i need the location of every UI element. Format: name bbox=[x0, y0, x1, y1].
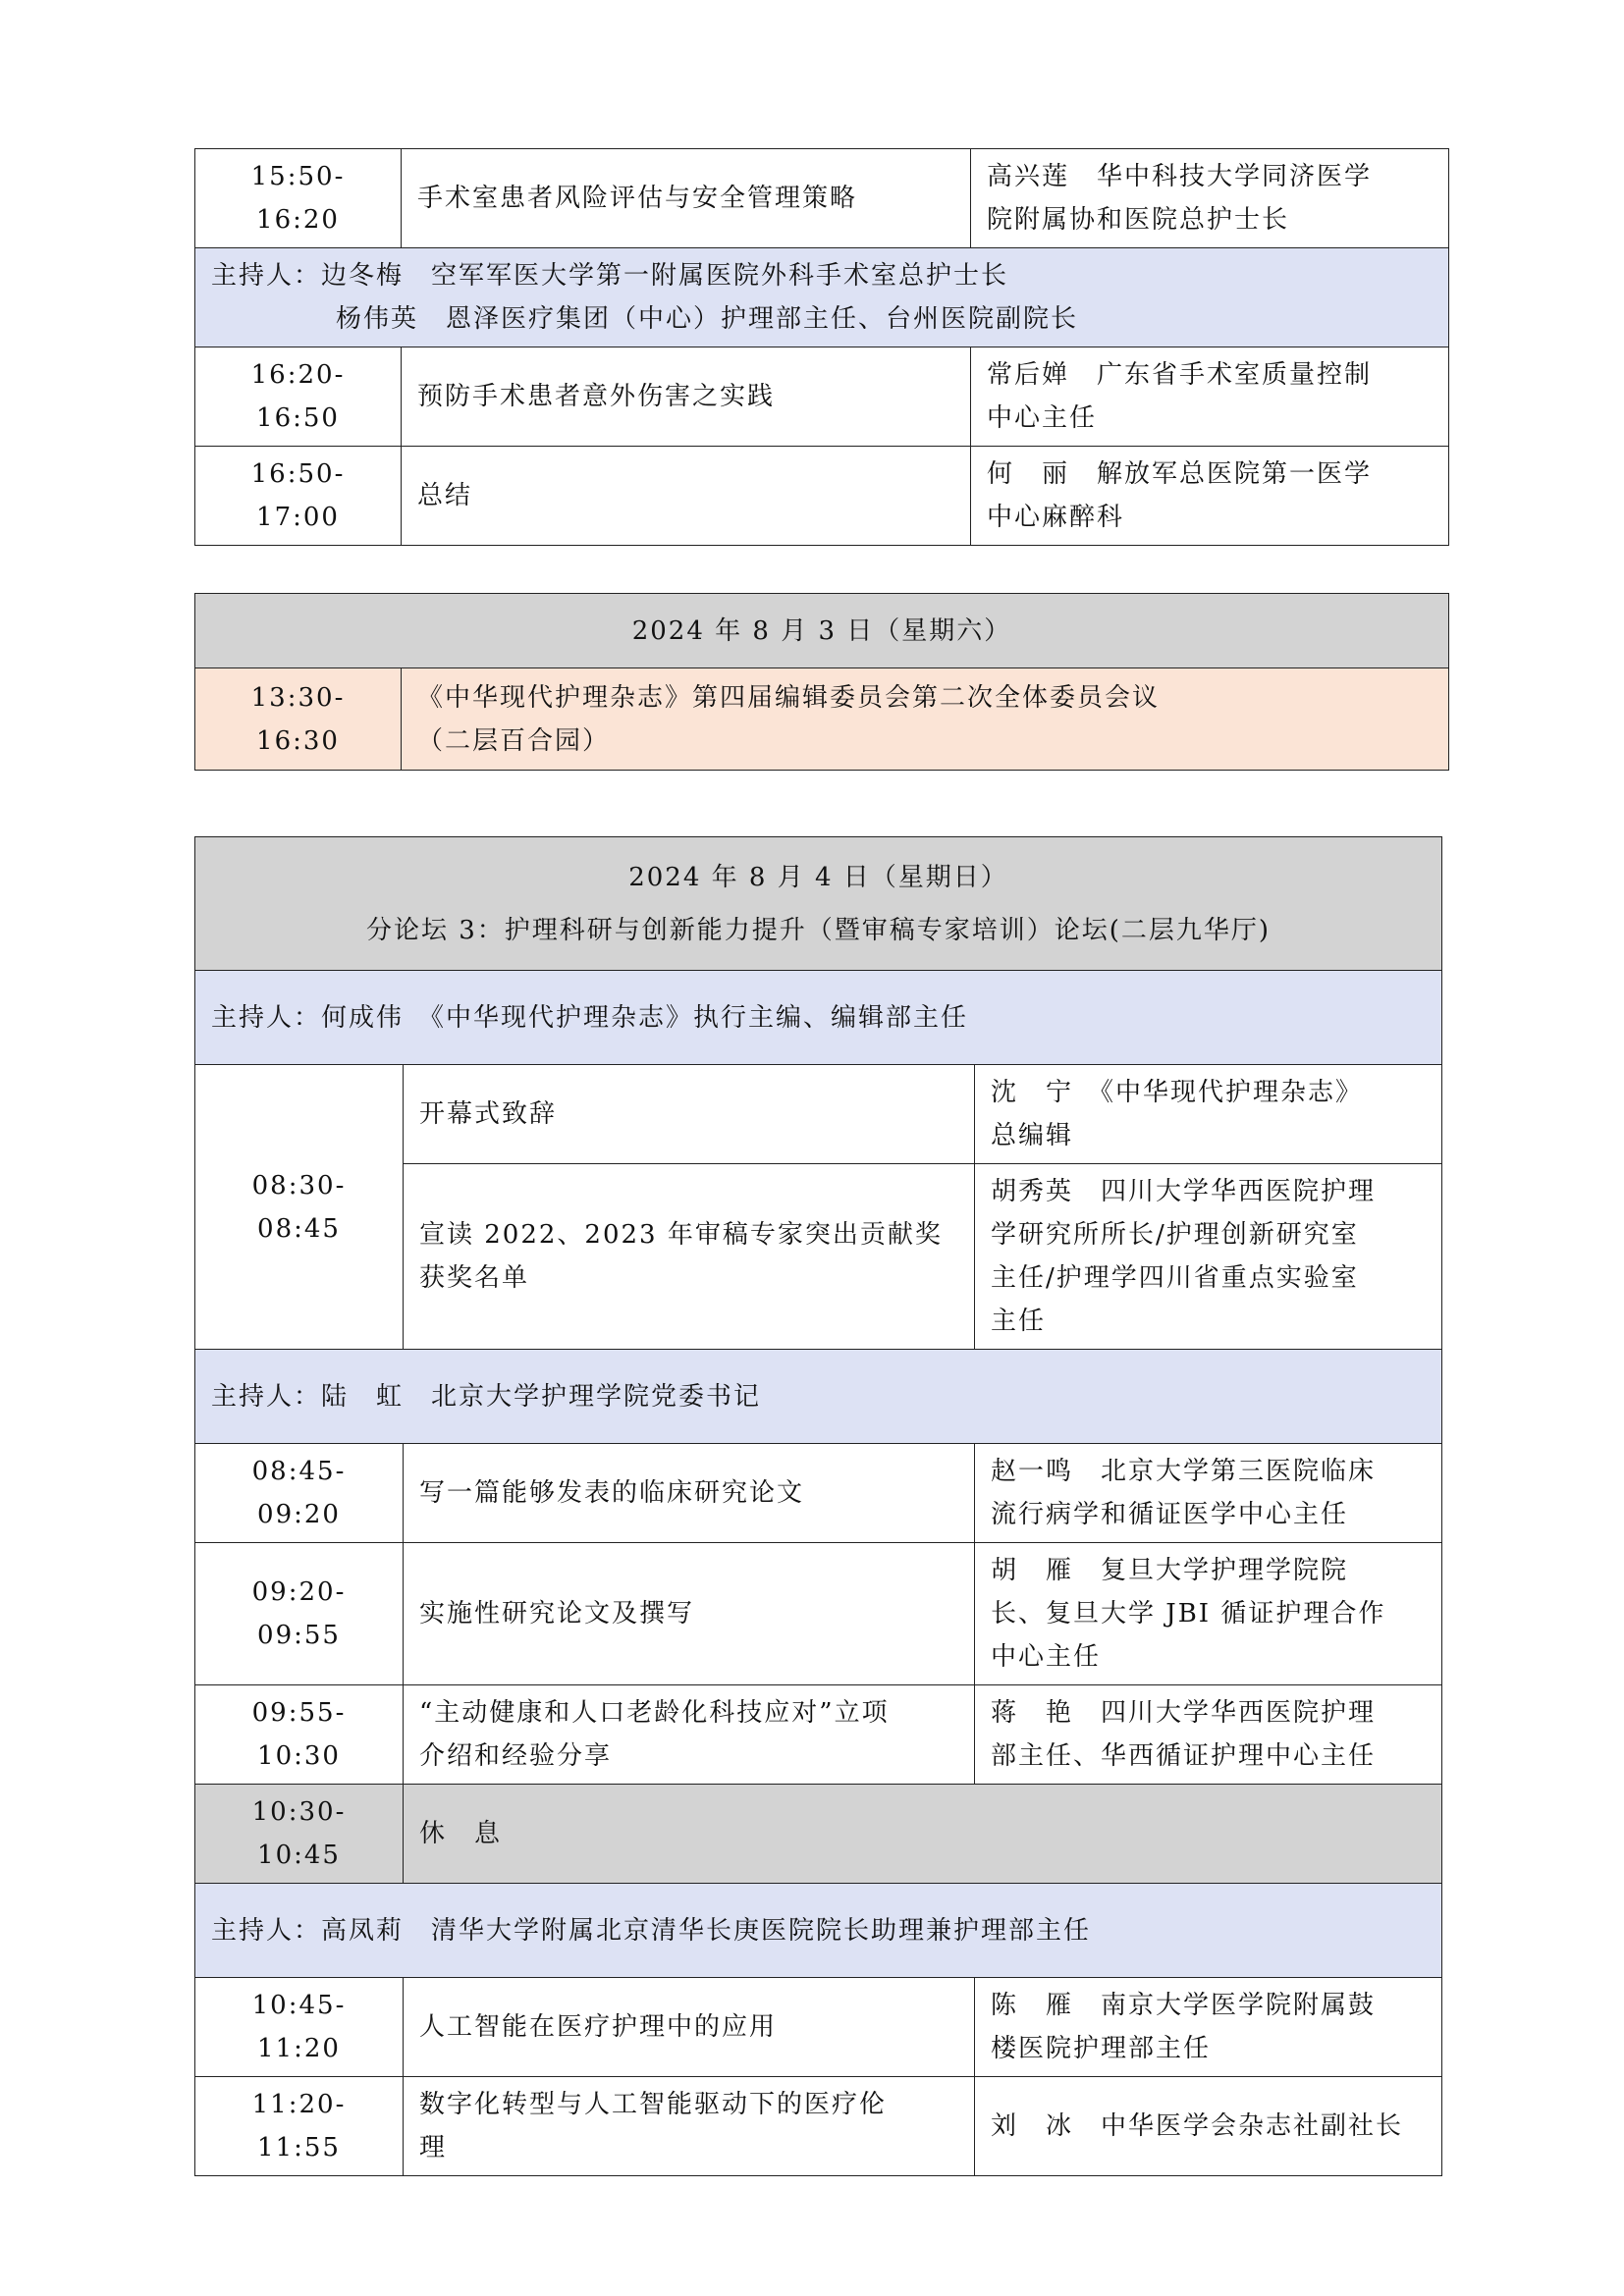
topic-cell: 总结 bbox=[402, 447, 971, 546]
topic-line: 获奖名单 bbox=[419, 1263, 530, 1293]
host-row bbox=[195, 1884, 1442, 1978]
topic-cell bbox=[404, 2077, 975, 2176]
topic-line: 介绍和经验分享 bbox=[419, 1741, 613, 1771]
topic-line: 理 bbox=[419, 2133, 448, 2163]
topic-cell bbox=[404, 1164, 975, 1350]
speaker-line: 部主任、华西循证护理中心主任 bbox=[991, 1741, 1377, 1771]
date-heading bbox=[195, 837, 1442, 971]
topic-line: 《中华现代护理杂志》第四届编辑委员会第二次全体委员会议 bbox=[417, 682, 1161, 713]
forum-title: 分论坛 3：护理科研与创新能力提升（暨审稿专家培训）论坛(二层九华厅) bbox=[365, 915, 1272, 945]
speaker-line: 院附属协和医院总护士长 bbox=[987, 205, 1290, 235]
topic-cell: 预防手术患者意外伤害之实践 bbox=[402, 347, 971, 447]
speaker-line: 长、复旦大学 JBI 循证护理合作 bbox=[991, 1599, 1386, 1629]
speaker-line: 蒋 艳 四川大学华西医院护理 bbox=[991, 1698, 1377, 1728]
table-row bbox=[195, 668, 1449, 771]
speaker-line: 主任 bbox=[991, 1307, 1047, 1336]
speaker-cell bbox=[975, 1543, 1442, 1685]
speaker-line: 胡 雁 复旦大学护理学院院 bbox=[991, 1556, 1349, 1585]
table-row bbox=[195, 1685, 1442, 1785]
speaker-line: 常后婵 广东省手术室质量控制 bbox=[987, 360, 1373, 390]
date-heading: 2024 年 8 月 3 日（星期六） bbox=[195, 594, 1449, 668]
date-line: 2024 年 8 月 4 日（星期日） bbox=[628, 862, 1008, 892]
time-cell: 08:30-08:45 bbox=[195, 1065, 404, 1350]
speaker-line: 流行病学和循证医学中心主任 bbox=[991, 1500, 1349, 1529]
time-cell: 16:20-16:50 bbox=[195, 347, 402, 447]
host-line: 主持人：边冬梅 空军军医大学第一附属医院外科手术室总护士长 bbox=[211, 261, 1009, 291]
speaker-cell bbox=[975, 1444, 1442, 1543]
topic-line: （二层百合园） bbox=[417, 725, 611, 756]
table-row bbox=[195, 1543, 1442, 1685]
speaker-line: 胡秀英 四川大学华西医院护理 bbox=[991, 1177, 1377, 1206]
speaker-line: 中心麻醉科 bbox=[987, 503, 1125, 532]
table-row bbox=[195, 1444, 1442, 1543]
host-line: 杨伟英 恩泽医疗集团（中心）护理部主任、台州医院副院长 bbox=[336, 304, 1079, 334]
speaker-line: 学研究所所长/护理创新研究室 bbox=[991, 1220, 1359, 1250]
speaker-line: 主任/护理学四川省重点实验室 bbox=[991, 1263, 1359, 1293]
topic-cell: 开幕式致辞 bbox=[404, 1065, 975, 1164]
speaker-cell: 刘 冰 中华医学会杂志社副社长 bbox=[975, 2077, 1442, 2176]
time-cell: 08:45-09:20 bbox=[195, 1444, 404, 1543]
speaker-line: 沈 宁 《中华现代护理杂志》 bbox=[991, 1078, 1364, 1107]
speaker-cell bbox=[971, 347, 1449, 447]
speaker-line: 赵一鸣 北京大学第三医院临床 bbox=[991, 1457, 1377, 1486]
time-cell: 10:45-11:20 bbox=[195, 1978, 404, 2077]
schedule-table-3 bbox=[194, 836, 1442, 2176]
speaker-line: 中心主任 bbox=[991, 1642, 1102, 1672]
topic-cell: 实施性研究论文及撰写 bbox=[404, 1543, 975, 1685]
topic-cell: 人工智能在医疗护理中的应用 bbox=[404, 1978, 975, 2077]
topic-line: 数字化转型与人工智能驱动下的医疗伦 bbox=[419, 2090, 888, 2119]
time-cell: 15:50-16:20 bbox=[195, 149, 402, 248]
speaker-cell bbox=[975, 1978, 1442, 2077]
time-cell: 10:30-10:45 bbox=[195, 1785, 404, 1884]
speaker-line: 何 丽 解放军总医院第一医学 bbox=[987, 459, 1373, 489]
table-row bbox=[195, 1065, 1442, 1164]
topic-cell bbox=[404, 1685, 975, 1785]
time-cell: 09:55-10:30 bbox=[195, 1685, 404, 1785]
schedule-table-2 bbox=[194, 593, 1449, 771]
host-cell: 主持人：陆 虹 北京大学护理学院党委书记 bbox=[195, 1350, 1442, 1444]
host-row bbox=[195, 1350, 1442, 1444]
speaker-cell bbox=[971, 149, 1449, 248]
table-row bbox=[195, 1978, 1442, 2077]
speaker-cell bbox=[975, 1685, 1442, 1785]
topic-cell bbox=[402, 668, 1449, 771]
break-row bbox=[195, 1785, 1442, 1884]
time-cell: 11:20-11:55 bbox=[195, 2077, 404, 2176]
speaker-line: 陈 雁 南京大学医学院附属鼓 bbox=[991, 1991, 1377, 2020]
topic-line: “主动健康和人口老龄化科技应对”立项 bbox=[419, 1698, 890, 1728]
speaker-cell bbox=[975, 1164, 1442, 1350]
topic-cell: 手术室患者风险评估与安全管理策略 bbox=[402, 149, 971, 248]
time-cell: 09:20-09:55 bbox=[195, 1543, 404, 1685]
table-row bbox=[195, 2077, 1442, 2176]
speaker-line: 中心主任 bbox=[987, 403, 1098, 433]
date-row bbox=[195, 837, 1442, 971]
table-row bbox=[195, 347, 1449, 447]
host-cell bbox=[195, 248, 1449, 347]
table-row bbox=[195, 447, 1449, 546]
break-label: 休 息 bbox=[404, 1785, 1442, 1884]
speaker-cell bbox=[971, 447, 1449, 546]
time-cell: 13:30-16:30 bbox=[195, 668, 402, 771]
host-row bbox=[195, 971, 1442, 1065]
host-cell: 主持人：何成伟 《中华现代护理杂志》执行主编、编辑部主任 bbox=[195, 971, 1442, 1065]
schedule-table-1 bbox=[194, 148, 1449, 546]
speaker-cell bbox=[975, 1065, 1442, 1164]
time-cell: 16:50-17:00 bbox=[195, 447, 402, 546]
host-row bbox=[195, 248, 1449, 347]
table-row bbox=[195, 149, 1449, 248]
date-row bbox=[195, 594, 1449, 668]
host-cell: 主持人：高凤莉 清华大学附属北京清华长庚医院院长助理兼护理部主任 bbox=[195, 1884, 1442, 1978]
speaker-line: 高兴莲 华中科技大学同济医学 bbox=[987, 162, 1373, 191]
topic-line: 宣读 2022、2023 年审稿专家突出贡献奖 bbox=[419, 1220, 943, 1250]
speaker-line: 楼医院护理部主任 bbox=[991, 2034, 1212, 2063]
speaker-line: 总编辑 bbox=[991, 1121, 1074, 1150]
topic-cell: 写一篇能够发表的临床研究论文 bbox=[404, 1444, 975, 1543]
